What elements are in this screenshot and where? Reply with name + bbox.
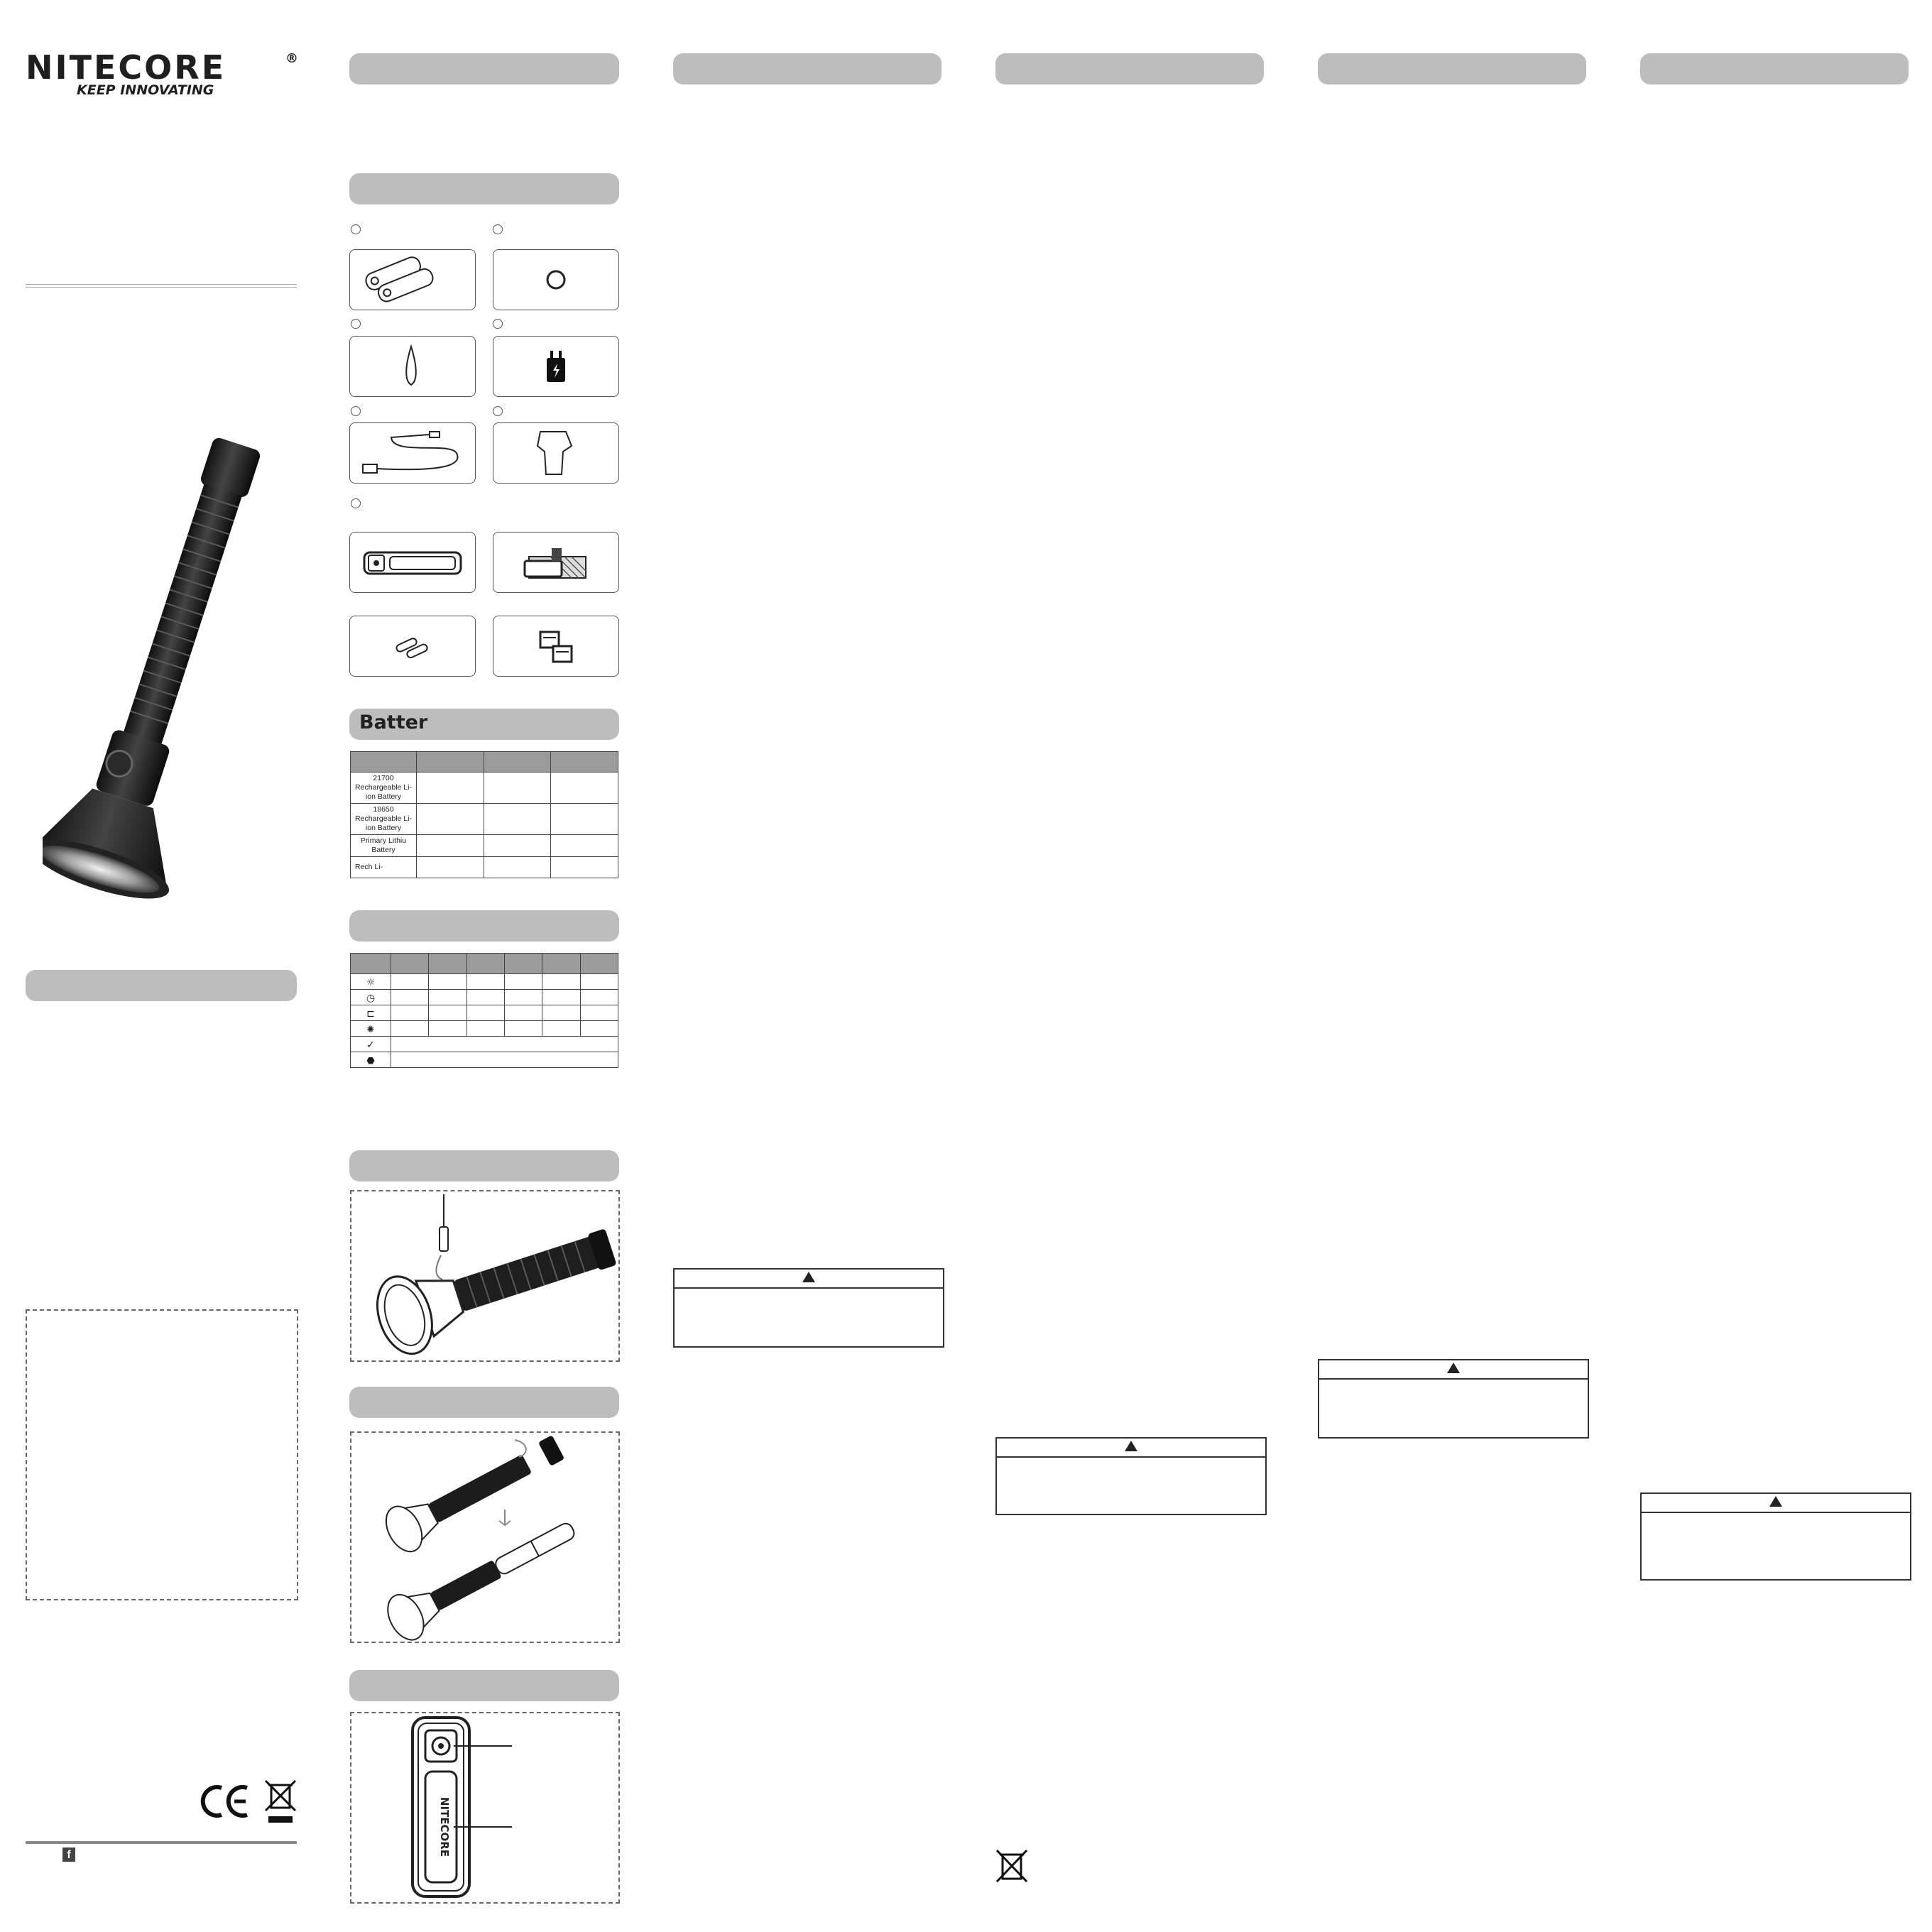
brand-name: NITECORE: [26, 48, 227, 87]
beam-distance-icon: ⊏: [366, 1008, 375, 1020]
option-marker: [493, 224, 503, 234]
battery-magazine-icon: [350, 533, 475, 592]
accessory-batteries: [349, 249, 476, 310]
battery-magazine-header: [349, 1670, 619, 1701]
lanyard-icon: [350, 337, 475, 396]
o-ring-icon: [493, 250, 618, 310]
accessory-usb-adapter: [493, 336, 619, 397]
battery-options-title: Batter: [359, 711, 428, 733]
accessory-battery-magazine: [349, 532, 476, 593]
option-marker: [351, 224, 361, 234]
facebook-icon[interactable]: f: [62, 1848, 75, 1862]
accessory-usb-cable: [349, 422, 476, 484]
battery-options-table: [350, 751, 618, 878]
accessory-o-ring: [493, 249, 619, 310]
svg-text:NITECORE: NITECORE: [438, 1796, 451, 1857]
option-marker: [493, 406, 503, 416]
output-icon: ☼: [366, 977, 376, 988]
battery-row-label: Primary Lithiu Battery: [360, 836, 407, 854]
usb-adapter-icon: [493, 337, 618, 396]
runtime-icon: ◷: [366, 993, 376, 1004]
batteries-icon: [350, 250, 475, 310]
warning-icon: [1769, 1496, 1782, 1507]
holster-icon: [493, 423, 618, 483]
ce-mark-icon: [200, 1784, 251, 1819]
battery-installation-header: [349, 1387, 619, 1418]
lanyard-illustration-frame: [350, 1190, 620, 1362]
battery-magazine-sleeve-icon: [493, 533, 618, 592]
waterproof-icon: ⬣: [366, 1056, 375, 1066]
warning-icon: [1125, 1441, 1137, 1451]
lanyard-attachment-illustration: [351, 1191, 618, 1360]
section-header-bar: [1640, 53, 1909, 84]
technical-data-table: [350, 953, 618, 1068]
battery-row-label: 18650 Rechargeable Li-ion Battery: [355, 805, 412, 832]
spacer-icon: [350, 616, 475, 676]
lanyard-header: [349, 1150, 619, 1181]
option-marker: [351, 319, 361, 329]
flashlight-product-image: [43, 426, 291, 923]
technical-data-header: [349, 910, 619, 942]
warning-box: [1318, 1359, 1589, 1439]
section-header-bar: [995, 53, 1264, 84]
weee-bin-icon: [995, 1849, 1028, 1883]
warranty-card-frame: [26, 1309, 298, 1600]
accessory-clips: [493, 616, 619, 677]
intensity-icon: ✺: [366, 1025, 375, 1035]
section-header-bar: [349, 53, 619, 84]
battery-magazine-diagram: [351, 1713, 618, 1902]
battery-installation-frame: [350, 1431, 620, 1643]
warning-box: [673, 1268, 944, 1348]
brand-logo: [26, 48, 302, 105]
footer-rule: [26, 1841, 297, 1844]
title-divider: [26, 284, 297, 288]
battery-magazine-frame: [350, 1712, 620, 1904]
warning-box: [995, 1437, 1267, 1515]
battery-row-label: 21700 Rechargeable Li-ion Battery: [355, 774, 412, 801]
battery-installation-illustration: [351, 1433, 618, 1642]
package-contents-header: [349, 173, 619, 204]
warning-icon: [1447, 1363, 1460, 1373]
accessory-spacers: [349, 616, 476, 677]
accessory-lanyard: [349, 336, 476, 397]
weee-bin-icon: [264, 1779, 297, 1825]
section-header-bar: [26, 970, 297, 1001]
accessory-battery-magazine-sleeve: [493, 532, 619, 593]
section-header-bar: [673, 53, 942, 84]
battery-row-label: Rech Li-: [355, 863, 383, 871]
warning-icon: [802, 1272, 815, 1282]
option-marker: [351, 406, 361, 416]
impact-resistance-icon: ✓: [366, 1039, 375, 1051]
section-header-bar: [1318, 53, 1586, 84]
brand-tagline: KEEP INNOVATING: [77, 82, 214, 98]
warning-box: [1640, 1492, 1911, 1581]
usb-cable-icon: [350, 423, 475, 483]
option-marker: [351, 498, 361, 508]
battery-options-header: [349, 709, 619, 740]
accessory-holster: [493, 422, 619, 484]
clips-icon: [493, 616, 618, 676]
option-marker: [493, 319, 503, 329]
registered-mark: ®: [285, 51, 298, 66]
